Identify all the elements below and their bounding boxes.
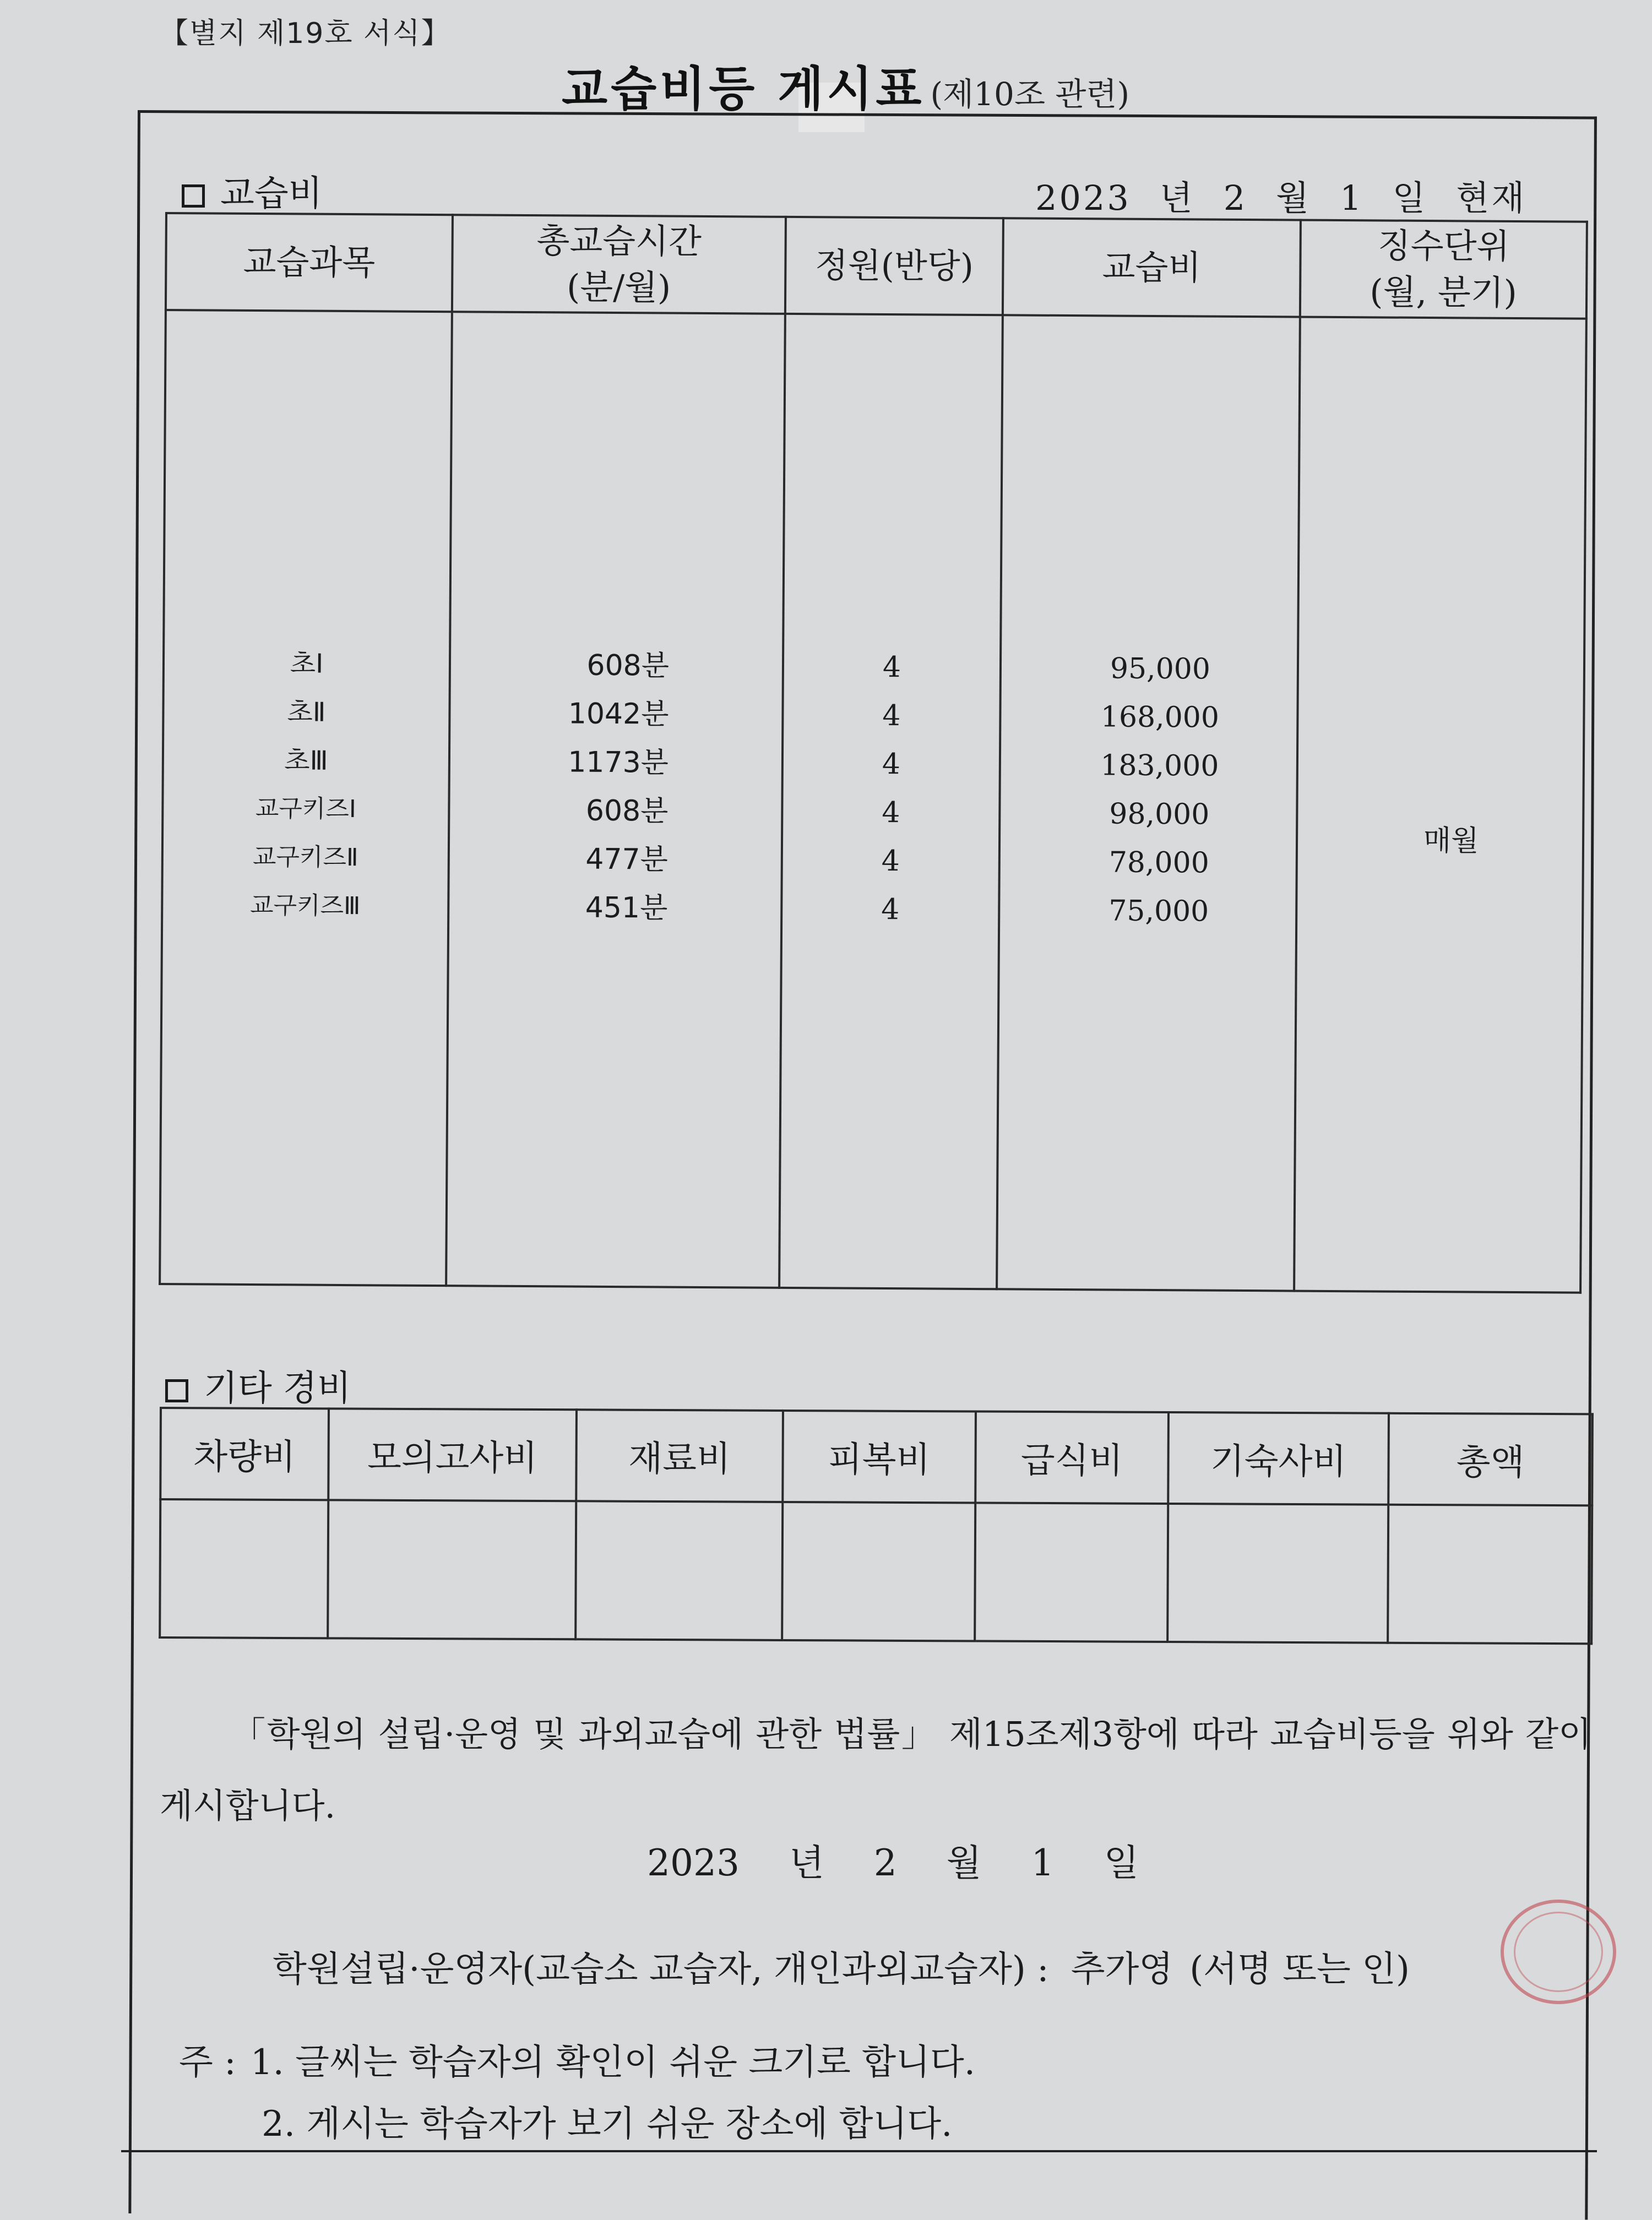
as-of-year: 2023 bbox=[1035, 178, 1131, 218]
hours-cell: 608분 bbox=[585, 794, 669, 828]
header-total-hours-line1: 총교습시간 bbox=[536, 220, 702, 262]
subject-cell: 교구키즈Ⅰ bbox=[255, 795, 357, 824]
fee-table bbox=[159, 212, 1588, 1294]
capacity-cell: 4 bbox=[881, 893, 900, 927]
total-value-cell bbox=[1388, 1505, 1592, 1644]
fee-cell: 75,000 bbox=[1108, 894, 1209, 928]
checkbox-icon bbox=[182, 184, 205, 208]
header-unit-line1: 징수단위 bbox=[1377, 225, 1510, 266]
operator-name: 추가영 bbox=[1070, 1949, 1173, 1990]
as-of-date bbox=[1035, 171, 1526, 220]
as-of-day-unit: 일 bbox=[1392, 178, 1428, 218]
hours-cell: 608분 bbox=[586, 649, 670, 683]
document-title bbox=[562, 51, 1129, 119]
capacity-column bbox=[779, 314, 1003, 1289]
hours-cell: 451분 bbox=[585, 891, 668, 925]
other-table-header-row bbox=[160, 1408, 1593, 1505]
date-year-unit: 년 bbox=[789, 1842, 824, 1884]
other-table-value-row bbox=[160, 1499, 1592, 1644]
as-of-day: 1 bbox=[1340, 178, 1364, 218]
header-unit-line2: (월, 분기) bbox=[1370, 271, 1518, 313]
subject-cell: 초Ⅲ bbox=[284, 745, 328, 776]
subject-cell: 초Ⅱ bbox=[287, 697, 326, 728]
note-text: 1. 글씨는 학습자의 확인이 쉬운 크기로 합니다. bbox=[250, 2042, 976, 2083]
subject-cell: 교구키즈Ⅲ bbox=[249, 891, 361, 921]
header-fee: 교습비 bbox=[1003, 218, 1301, 317]
as-of-month-unit: 월 bbox=[1276, 178, 1312, 218]
fee-table-header-row bbox=[166, 213, 1587, 319]
subject-cell: 교구키즈Ⅱ bbox=[252, 842, 358, 872]
form-number: 【별지 제19호 서식】 bbox=[160, 17, 451, 50]
capacity-cell: 4 bbox=[881, 844, 900, 878]
header-dormitory: 기숙사비 bbox=[1168, 1412, 1389, 1505]
seal-inner-ring bbox=[1514, 1912, 1603, 1992]
date-day-unit: 일 bbox=[1104, 1842, 1139, 1884]
fee-table-body-row bbox=[160, 310, 1586, 1293]
operator-label: 학원설립·운영자(교습소 교습자, 개인과외교습자) : bbox=[273, 1949, 1049, 1990]
other-section-heading bbox=[165, 1360, 351, 1411]
hours-cell: 1173분 bbox=[568, 746, 669, 780]
fee-cell: 95,000 bbox=[1110, 652, 1211, 686]
meals-value-cell bbox=[975, 1503, 1168, 1642]
title-main: 교습비등 게시표 bbox=[562, 62, 925, 117]
note-item bbox=[179, 2093, 975, 2155]
collection-unit-cell: 매월 bbox=[1423, 824, 1479, 858]
capacity-cell: 4 bbox=[882, 650, 901, 684]
collection-unit-column bbox=[1294, 317, 1586, 1293]
capacity-cell: 4 bbox=[882, 747, 901, 781]
header-total-hours-line2: (분/월) bbox=[566, 266, 671, 308]
header-subject: 교습과목 bbox=[166, 213, 453, 312]
header-vehicle: 차량비 bbox=[160, 1408, 329, 1500]
title-sub: (제10조 관련) bbox=[930, 75, 1130, 113]
fee-column bbox=[997, 315, 1300, 1291]
fee-cell: 168,000 bbox=[1100, 700, 1220, 734]
seal-stamp bbox=[1501, 1900, 1616, 2004]
date-year: 2023 bbox=[647, 1842, 740, 1884]
capacity-cell: 4 bbox=[882, 796, 900, 830]
header-total: 총액 bbox=[1388, 1413, 1593, 1506]
fee-section-heading bbox=[182, 165, 322, 216]
vehicle-value-cell bbox=[160, 1499, 328, 1638]
other-expenses-table bbox=[159, 1407, 1594, 1645]
date-month: 2 bbox=[873, 1842, 897, 1884]
header-capacity: 정원(반당) bbox=[785, 217, 1003, 315]
posting-statement: 「학원의 설립·운영 및 과외교습에 관한 법률」 제15조제3항에 따라 교습비등을 위와 같이 게시합니다. bbox=[160, 1714, 1591, 1826]
as-of-year-unit: 년 bbox=[1159, 178, 1195, 218]
hours-column bbox=[446, 312, 785, 1288]
dormitory-value-cell bbox=[1167, 1504, 1388, 1643]
fee-section-label: 교습비 bbox=[220, 173, 323, 214]
fee-cell: 183,000 bbox=[1100, 749, 1219, 783]
sign-placeholder: (서명 또는 인) bbox=[1189, 1949, 1410, 1990]
notes bbox=[179, 2032, 975, 2155]
header-collection-unit bbox=[1300, 220, 1587, 319]
header-clothing: 피복비 bbox=[782, 1411, 976, 1503]
date-day: 1 bbox=[1031, 1842, 1055, 1884]
note-item bbox=[179, 2032, 975, 2093]
as-of-suffix: 현재 bbox=[1456, 178, 1527, 218]
mock-exam-value-cell bbox=[328, 1500, 576, 1639]
hours-cell: 477분 bbox=[585, 842, 669, 877]
notes-prefix: 주 : bbox=[179, 2042, 236, 2083]
capacity-cell: 4 bbox=[882, 699, 901, 733]
posting-date bbox=[647, 1833, 1139, 1886]
subject-cell: 초Ⅰ bbox=[290, 648, 324, 679]
as-of-month: 2 bbox=[1223, 178, 1248, 218]
subject-column bbox=[160, 310, 452, 1286]
header-total-hours bbox=[452, 215, 786, 314]
hours-cell: 1042분 bbox=[568, 697, 669, 731]
header-meals: 급식비 bbox=[975, 1411, 1169, 1504]
header-materials: 재료비 bbox=[576, 1410, 783, 1502]
checkbox-icon bbox=[165, 1379, 188, 1402]
fee-cell: 98,000 bbox=[1109, 797, 1210, 831]
date-month-unit: 월 bbox=[946, 1842, 982, 1884]
other-section-label: 기타 경비 bbox=[204, 1368, 351, 1409]
note-text: 2. 게시는 학습자가 보기 쉬운 장소에 합니다. bbox=[262, 2104, 953, 2145]
header-mock-exam: 모의고사비 bbox=[328, 1408, 577, 1501]
fee-cell: 78,000 bbox=[1108, 846, 1209, 880]
materials-value-cell bbox=[575, 1501, 782, 1640]
clothing-value-cell bbox=[782, 1502, 975, 1641]
operator-line bbox=[273, 1941, 1410, 1992]
